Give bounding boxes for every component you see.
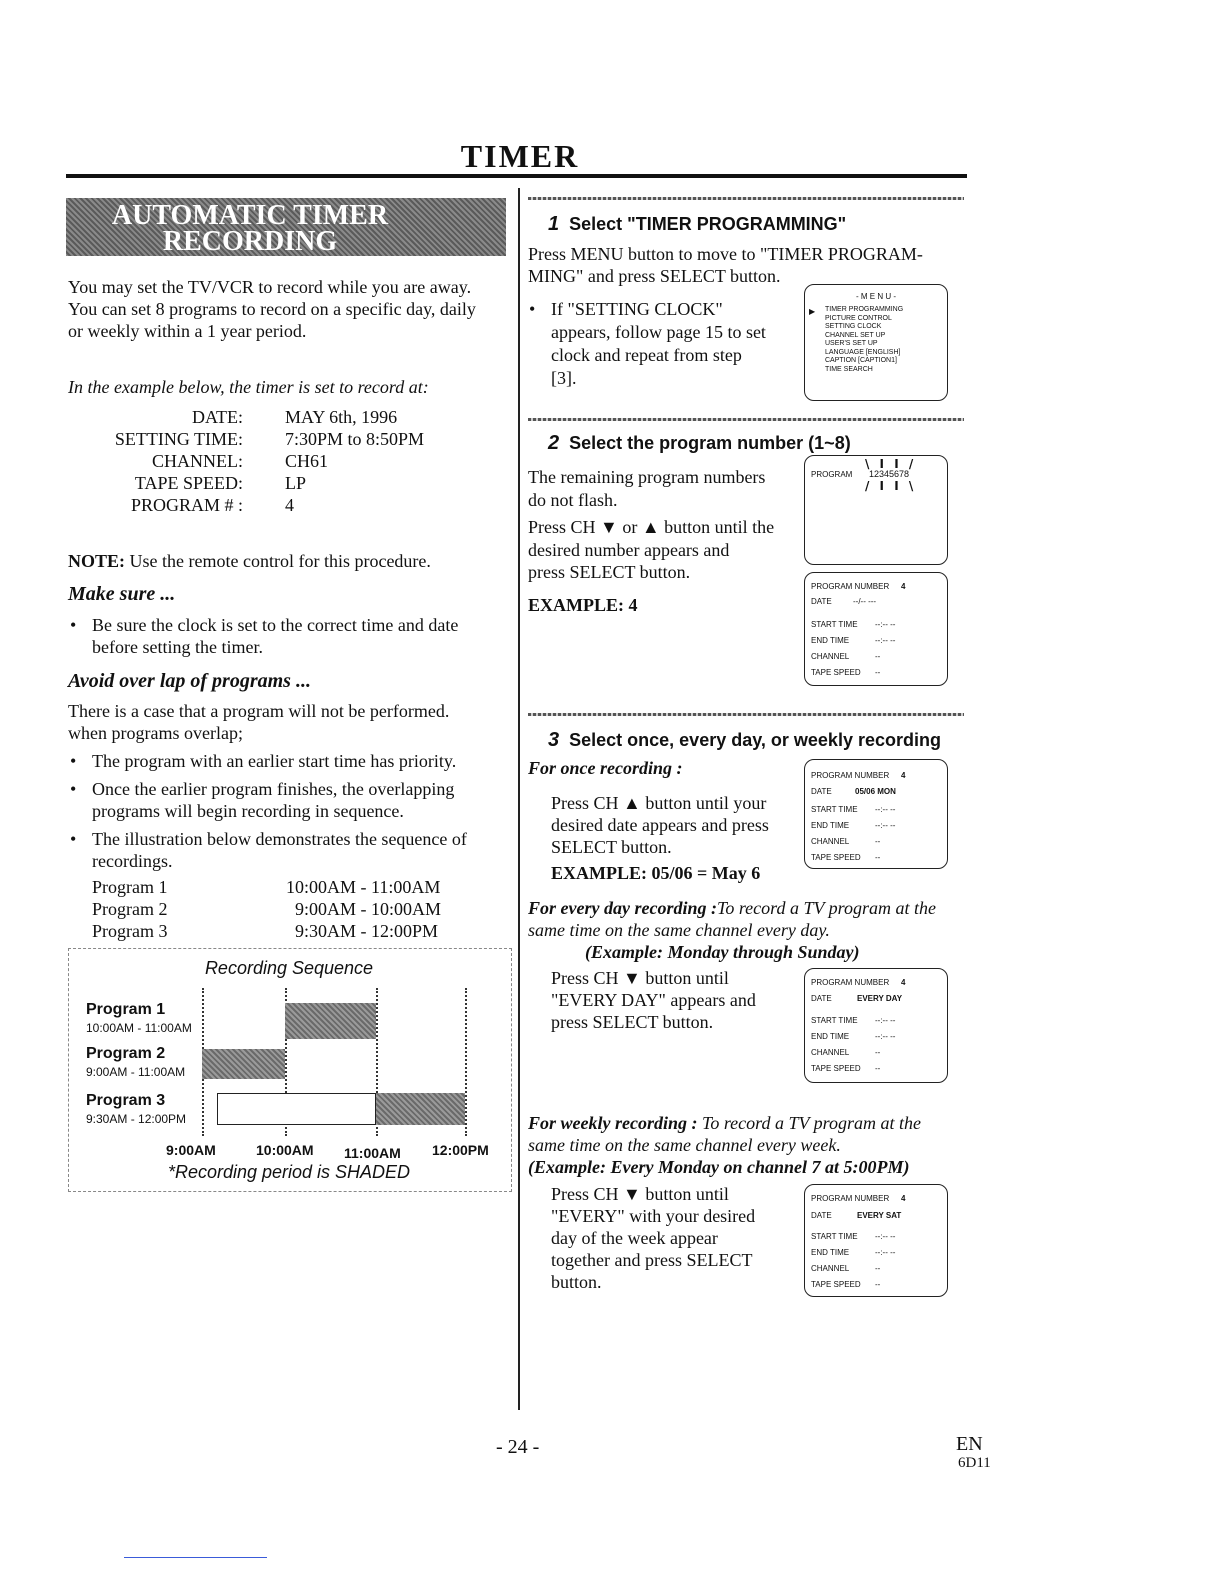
menu-item: LANGUAGE [ENGLISH]	[825, 348, 901, 356]
program-2-bar	[202, 1049, 285, 1079]
title-rule	[66, 174, 967, 178]
screen-row-label: CHANNEL	[811, 1264, 850, 1273]
screen-row-label: CHANNEL	[811, 1048, 850, 1057]
step-1-line: clock and repeat from step	[551, 345, 742, 365]
weekly-step: day of the week appear	[551, 1228, 718, 1248]
menu-item: SETTING CLOCK	[825, 323, 882, 330]
menu-list	[825, 306, 903, 374]
screen-row-label: DATE	[811, 994, 832, 1003]
weekly-line	[528, 1112, 921, 1134]
screen-row-value: --	[875, 1280, 881, 1289]
screen-row-value: 05/06 MON	[855, 787, 896, 796]
screen-row-value: --	[875, 1048, 881, 1057]
program-time: 9:30AM - 12:00PM	[295, 921, 439, 941]
once-heading: For once recording :	[528, 758, 683, 778]
screen-row-label: TAPE SPEED	[811, 853, 861, 862]
every-day-step: Press CH ▼ button until	[551, 968, 729, 988]
weekly-step: together and press SELECT	[551, 1250, 753, 1270]
once-line: desired date appears and press	[551, 815, 769, 835]
seq-program-time: 9:30AM - 12:00PM	[86, 1112, 187, 1126]
screen-row-value: --:-- --	[875, 636, 896, 645]
screen-row-label: END TIME	[811, 1248, 850, 1257]
page-title: TIMER	[460, 138, 580, 174]
screen-row-label: PROGRAM NUMBER	[811, 771, 890, 780]
page-number: - 24 -	[496, 1436, 540, 1458]
make-sure-heading: Make sure ...	[68, 583, 176, 605]
step-2-heading	[548, 432, 851, 455]
example-value: 4	[285, 495, 294, 515]
example-value: MAY 6th, 1996	[285, 407, 398, 427]
program-3-bar	[376, 1093, 465, 1125]
step-2-example: EXAMPLE: 4	[528, 595, 638, 615]
menu-item: USER'S SET UP	[825, 340, 878, 347]
note-label: NOTE:	[68, 551, 126, 571]
screen-row-label: TAPE SPEED	[811, 1280, 861, 1289]
step-2-line: The remaining program numbers	[528, 467, 766, 487]
menu-item: CHANNEL SET UP	[825, 331, 886, 339]
seq-program-name: Program 2	[86, 1045, 166, 1062]
screen-row-value: --:-- --	[875, 1032, 896, 1041]
step-2-line: do not flash.	[528, 490, 618, 510]
sequence-title: Recording Sequence	[204, 958, 374, 978]
intro-line: You can set 8 programs to record on a specific day, daily	[68, 299, 476, 319]
screen-row-label: CHANNEL	[811, 837, 850, 846]
tick-label: 11:00AM	[344, 1145, 401, 1161]
step-divider	[528, 197, 964, 200]
screen-row-label: PROGRAM NUMBER	[811, 1194, 890, 1203]
screen-row-label: PROGRAM NUMBER	[811, 978, 890, 987]
make-sure-line: before setting the timer.	[92, 637, 263, 657]
weekly-line: same time on the same channel every week.	[528, 1135, 841, 1155]
screen-row-label: TAPE SPEED	[811, 668, 861, 677]
screen-row-value: EVERY DAY	[857, 994, 903, 1003]
example-label: CHANNEL:	[152, 451, 243, 471]
example-label: PROGRAM # :	[130, 495, 243, 515]
screen-row-label: DATE	[811, 597, 832, 606]
weekly-example: (Example: Every Monday on channel 7 at 5:00PM)	[528, 1157, 910, 1177]
weekly-step: button.	[551, 1272, 602, 1292]
screen-row-label: END TIME	[811, 1032, 850, 1041]
step-1-line: [3].	[551, 368, 577, 388]
weekly-text: To record a TV program at the	[697, 1113, 922, 1133]
step-title: Select the program number (1~8)	[569, 433, 851, 453]
program-time: 9:00AM - 10:00AM	[295, 899, 442, 919]
overlap-bullet: • The illustration below demonstrates the sequence of	[92, 828, 467, 850]
menu-item: CAPTION [CAPTION1]	[825, 357, 897, 364]
program-name: Program 3	[92, 921, 168, 941]
overlap-heading: Avoid over lap of programs ...	[68, 670, 311, 692]
screen-row-label: START TIME	[811, 805, 858, 814]
step-2-line: press SELECT button.	[528, 562, 691, 582]
screen-row-value: EVERY SAT	[857, 1211, 902, 1220]
every-day-text: To record a TV program at the	[716, 898, 936, 918]
note	[68, 550, 431, 572]
every-day-line	[528, 897, 936, 919]
screen-row-label: PROGRAM NUMBER	[811, 582, 890, 591]
tick-label: 9:00AM	[166, 1142, 216, 1158]
weekly-step: "EVERY" with your desired	[551, 1206, 756, 1226]
screen-row-value: 4	[901, 1194, 906, 1203]
step-number: 3	[548, 729, 560, 751]
menu-item: PICTURE CONTROL	[825, 314, 892, 322]
example-label: SETTING TIME:	[114, 429, 243, 449]
seq-program-time: 9:00AM - 11:00AM	[86, 1065, 186, 1079]
step-1-bullet: • If "SETTING CLOCK"	[551, 298, 723, 320]
screen-row-label: END TIME	[811, 821, 850, 830]
step-1-line: appears, follow page 15 to set	[551, 322, 766, 342]
banner-title-line2: RECORDING	[162, 226, 338, 257]
screen-row-label: END TIME	[811, 636, 850, 645]
step-1-line: MING" and press SELECT button.	[528, 266, 781, 286]
every-day-screen	[804, 968, 948, 1083]
step-3-heading	[548, 729, 941, 752]
seq-program-name: Program 3	[86, 1092, 166, 1109]
step-title: Select "TIMER PROGRAMMING"	[569, 214, 847, 234]
program-3-bar-unshaded	[217, 1093, 376, 1125]
every-day-line: same time on the same channel every day.	[528, 920, 830, 940]
step-number: 2	[548, 432, 560, 454]
step-1-heading	[548, 213, 846, 236]
program-number-screen	[804, 572, 948, 686]
once-screen	[804, 759, 948, 869]
step-number: 1	[548, 213, 560, 235]
screen-row-value: --	[875, 853, 881, 862]
tick-label: 12:00PM	[432, 1142, 489, 1158]
flash-icon: \ I I /	[865, 457, 917, 471]
screen-row-value: --:-- --	[875, 620, 896, 629]
screen-row-value: --	[875, 1264, 881, 1273]
tick-line-12pm	[465, 988, 467, 1136]
step-divider	[528, 418, 964, 421]
menu-cursor: ▶	[809, 307, 816, 316]
weekly-step: Press CH ▼ button until	[551, 1184, 729, 1204]
step-divider	[528, 713, 964, 716]
screen-row-label: START TIME	[811, 620, 858, 629]
overlap-bullet: • The program with an earlier start time has priority.	[92, 750, 456, 772]
every-day-step: press SELECT button.	[551, 1012, 714, 1032]
tick-label: 10:00AM	[256, 1142, 314, 1158]
example-intro: In the example below, the timer is set to record at:	[68, 377, 429, 397]
screen-row-label: START TIME	[811, 1016, 858, 1025]
example-label: DATE:	[192, 407, 243, 427]
intro-line: You may set the TV/VCR to record while you are away.	[68, 277, 472, 297]
weekly-heading: For weekly recording :	[528, 1113, 698, 1133]
screen-row-value: --:-- --	[875, 1016, 896, 1025]
step-2-line: Press CH ▼ or ▲ button until the	[528, 517, 775, 537]
program-time: 10:00AM - 11:00AM	[286, 877, 441, 897]
sequence-footnote: *Recording period is SHADED	[167, 1162, 411, 1182]
menu-screen	[804, 284, 948, 401]
screen-row-value: 4	[901, 978, 906, 987]
screen-row-value: --:-- --	[875, 805, 896, 814]
screen-label: PROGRAM	[811, 470, 853, 479]
menu-item: TIMER PROGRAMMING	[825, 306, 904, 313]
screen-row-value: --	[875, 1064, 881, 1073]
program-1-bar	[285, 1003, 376, 1039]
every-day-example: (Example: Monday through Sunday)	[585, 942, 860, 962]
screen-row-value: --	[875, 837, 881, 846]
example-label: TAPE SPEED:	[134, 473, 243, 493]
step-2-line: desired number appears and	[528, 540, 730, 560]
flash-icon: / I I \	[865, 479, 917, 493]
once-line: SELECT button.	[551, 837, 672, 857]
screen-row-value: --	[875, 668, 881, 677]
seq-program-time: 10:00AM - 11:00AM	[86, 1021, 192, 1035]
example-value: 7:30PM to 8:50PM	[285, 429, 425, 449]
step-1-line: Press MENU button to move to "TIMER PROGRAM-	[528, 244, 923, 264]
screen-row-label: CHANNEL	[811, 652, 850, 661]
every-day-heading: For every day recording :	[528, 898, 717, 918]
screen-row-label: START TIME	[811, 1232, 858, 1241]
seq-program-name: Program 1	[86, 1001, 166, 1018]
screen-row-value: --:-- --	[875, 1248, 896, 1257]
footer-rule	[124, 1557, 267, 1558]
every-day-step: "EVERY DAY" appears and	[551, 990, 756, 1010]
banner-title-line1: AUTOMATIC TIMER	[111, 200, 389, 231]
program-select-screen	[804, 455, 948, 565]
document-code: 6D11	[958, 1455, 991, 1471]
column-divider	[518, 188, 520, 1410]
example-value: LP	[285, 473, 307, 493]
screen-row-value: --:-- --	[875, 1232, 896, 1241]
language-code: EN	[956, 1433, 983, 1455]
menu-title: - M E N U -	[856, 292, 896, 301]
screen-row-value: --:-- --	[875, 821, 896, 830]
screen-row-value: --/-- ---	[853, 597, 877, 606]
program-name: Program 2	[92, 899, 168, 919]
overlap-line: when programs overlap;	[68, 723, 243, 743]
step-title: Select once, every day, or weekly recording	[569, 730, 941, 750]
overlap-bullet: • Once the earlier program finishes, the overlapping	[92, 778, 454, 800]
overlap-line: recordings.	[92, 851, 173, 871]
screen-row-value: 4	[901, 582, 906, 591]
once-line: Press CH ▲ button until your	[551, 793, 767, 813]
menu-item: TIME SEARCH	[825, 365, 873, 373]
overlap-line: There is a case that a program will not be performed.	[68, 701, 450, 721]
screen-row-value: --	[875, 652, 881, 661]
once-example: EXAMPLE: 05/06 = May 6	[551, 863, 761, 883]
intro-line: or weekly within a 1 year period.	[68, 321, 307, 341]
screen-row-label: DATE	[811, 787, 832, 796]
make-sure-bullet: • Be sure the clock is set to the correct time and date	[92, 614, 458, 636]
program-digits: 12345678	[869, 469, 910, 479]
note-text: Use the remote control for this procedure.	[125, 551, 431, 571]
screen-row-label: TAPE SPEED	[811, 1064, 861, 1073]
overlap-line: programs will begin recording in sequence.	[92, 801, 404, 821]
weekly-screen	[804, 1184, 948, 1297]
screen-row-value: 4	[901, 771, 906, 780]
example-value: CH61	[285, 451, 329, 471]
screen-row-label: DATE	[811, 1211, 832, 1220]
program-name: Program 1	[92, 877, 168, 897]
